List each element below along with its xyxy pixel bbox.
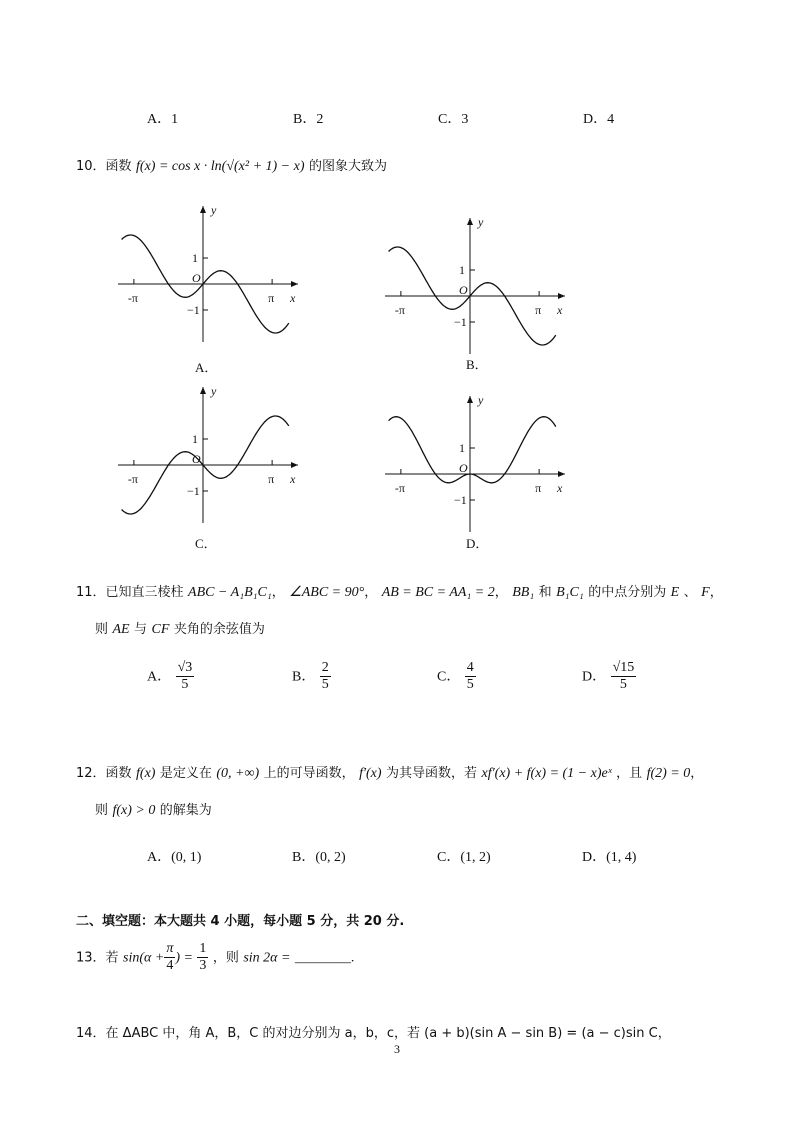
- q12-text-a: 函数: [105, 766, 132, 781]
- q11-seg1: BB₁: [512, 585, 535, 600]
- q11-text-b: 夹角的余弦值为: [173, 622, 265, 637]
- q11-angle: ∠ABC = 90°: [289, 585, 365, 600]
- q11-sep: 、: [683, 585, 697, 600]
- q11-ae: AE: [112, 622, 130, 637]
- label-x: x: [290, 472, 296, 486]
- q11-midpoint-text: 的中点分别为: [588, 585, 667, 600]
- q11-option-c-den: 5: [466, 677, 474, 692]
- q11-then: 则: [95, 622, 109, 637]
- q12-option-d: D．(1, 4): [582, 850, 637, 865]
- q11-option-a: [147, 660, 194, 693]
- q12-fx: f(x): [136, 766, 156, 781]
- graph-a: [118, 203, 298, 342]
- q11-option-d-letter: D．: [582, 669, 607, 685]
- label-one: 1: [459, 263, 465, 277]
- q10-stem-prefix: 函数: [105, 159, 132, 174]
- q12-fpx: f′(x): [359, 766, 382, 781]
- q12-text-e: ，且: [616, 766, 643, 781]
- q13-one: 1: [199, 941, 207, 956]
- label-y: y: [211, 203, 217, 217]
- q13-close-eq: ) =: [175, 950, 193, 966]
- q13-four: 4: [166, 958, 174, 973]
- y-axis-arrow: [200, 206, 206, 213]
- q10-graphs: [0, 0, 794, 560]
- curve-d: [389, 417, 556, 483]
- q12-option-b: B．(0, 2): [292, 850, 346, 865]
- q10-number: 10．: [76, 159, 106, 174]
- q13-pi: π: [166, 941, 174, 956]
- q9-option-c: C．3: [438, 112, 469, 127]
- label-neg-pi: -π: [127, 291, 138, 305]
- q11-option-c-letter: C．: [437, 669, 461, 685]
- q9-option-a: A．1: [147, 112, 179, 127]
- label-x: x: [557, 481, 563, 495]
- q13-sin-open: sin(α +: [123, 950, 165, 966]
- q9-option-b: B．2: [293, 112, 324, 127]
- q13-three: 3: [199, 958, 207, 973]
- x-axis-arrow: [558, 471, 565, 477]
- q13-if: 若: [105, 950, 119, 966]
- label-origin: O: [459, 461, 468, 475]
- q10-stem-suffix: 的图象大致为: [308, 159, 387, 174]
- label-origin: O: [192, 271, 201, 285]
- label-neg-one: −1: [187, 484, 200, 498]
- graph-c-label: C．: [195, 536, 217, 551]
- q14-line: 14．在 ΔABC 中，角 A，B，C 的对边分别为 a，b，c，若 (a + b)(sin A − sin B) = (a − c)sin C，: [76, 1026, 671, 1041]
- q11-cf: CF: [151, 622, 170, 637]
- q12-line1: 12．函数 f(x) 是定义在 (0, +∞) 上的可导函数， f′(x) 为其导函数，若 xf′(x) + f(x) = (1 − x)eˣ ，且 f(2) = 0，: [76, 766, 704, 781]
- graph-c: [118, 384, 298, 523]
- y-axis-arrow: [200, 387, 206, 394]
- label-neg-one: −1: [454, 315, 467, 329]
- q11-option-b-letter: B．: [292, 669, 316, 685]
- q11-and: 和: [538, 585, 552, 600]
- q13-expression: sin 2α =: [243, 950, 291, 966]
- label-one: 1: [459, 441, 465, 455]
- q12-text-d: 为其导函数，若: [386, 766, 478, 781]
- graph-b: [385, 215, 565, 354]
- q12-text-c: 上的可导函数，: [263, 766, 355, 781]
- q11-lengths: AB = BC = AA₁ = 2: [381, 585, 495, 600]
- q12-equation: xf′(x) + f(x) = (1 − x)eˣ: [481, 766, 612, 781]
- label-origin: O: [459, 283, 468, 297]
- q12-inequality: f(x) > 0: [112, 803, 156, 818]
- q12-line2: [95, 799, 212, 819]
- q11-option-b-den: 5: [321, 677, 329, 692]
- graph-d-label: D．: [466, 536, 489, 551]
- page-number: 3: [394, 1042, 400, 1056]
- q11-option-a-letter: A．: [147, 669, 172, 685]
- q11-option-d: [582, 660, 636, 693]
- q13-number: 13．: [76, 950, 106, 966]
- q12-text-b: 是定义在: [159, 766, 212, 781]
- q11-point-e: E: [670, 585, 680, 600]
- y-axis-arrow: [467, 396, 473, 403]
- q11-option-b-num: 2: [321, 660, 329, 675]
- y-axis-arrow: [467, 218, 473, 225]
- label-y: y: [211, 384, 217, 398]
- label-y: y: [478, 215, 484, 229]
- q11-option-a-den: 5: [181, 677, 189, 692]
- q11-text-a: 已知直三棱柱: [105, 585, 184, 600]
- q12-number: 12．: [76, 766, 106, 781]
- q11-option-c: [437, 660, 476, 693]
- section-heading: 二、填空题：本大题共 4 小题，每小题 5 分，共 20 分.: [76, 914, 405, 929]
- x-axis-arrow: [291, 462, 298, 468]
- q11-with: 与: [134, 622, 148, 637]
- graph-d: [385, 393, 565, 532]
- label-neg-one: −1: [187, 303, 200, 317]
- q11-prism: ABC − A₁B₁C₁: [188, 585, 272, 600]
- q12-option-a: A．(0, 1): [147, 850, 202, 865]
- q13-line: [76, 941, 354, 974]
- label-neg-pi: -π: [394, 303, 405, 317]
- x-axis-arrow: [291, 281, 298, 287]
- label-neg-pi: -π: [394, 481, 405, 495]
- q12-condition: f(2) = 0: [646, 766, 691, 781]
- label-x: x: [557, 303, 563, 317]
- label-neg-one: −1: [454, 493, 467, 507]
- label-one: 1: [192, 251, 198, 265]
- q12-text-f: 的解集为: [159, 803, 212, 818]
- graph-b-label: B．: [466, 357, 488, 372]
- q12-domain: (0, +∞): [216, 766, 260, 781]
- label-origin: O: [192, 452, 201, 466]
- label-pi: π: [535, 303, 542, 317]
- graph-a-label: A．: [195, 360, 218, 375]
- q13-then: ，则: [212, 950, 239, 966]
- q11-seg2: B₁C₁: [556, 585, 584, 600]
- label-pi: π: [535, 481, 542, 495]
- q12-option-c: C．(1, 2): [437, 850, 491, 865]
- q11-option-d-num: √15: [612, 660, 635, 675]
- label-pi: π: [268, 472, 275, 486]
- label-x: x: [290, 291, 296, 305]
- x-axis-arrow: [558, 293, 565, 299]
- q11-option-d-den: 5: [619, 677, 627, 692]
- q11-line1: 11．已知直三棱柱 ABC − A₁B₁C₁， ∠ABC = 90°， AB = BC = AA₁ = 2， BB₁ 和 B₁C₁ 的中点分别为 E 、 F，: [76, 585, 723, 600]
- q11-point-f: F: [701, 585, 710, 600]
- q11-option-b: [292, 660, 331, 693]
- q11-option-a-num: √3: [177, 660, 193, 675]
- label-one: 1: [192, 432, 198, 446]
- q12-then: 则: [95, 803, 109, 818]
- q9-option-d: D．4: [583, 112, 615, 127]
- q10-formula: f(x) = cos x · ln(√(x² + 1) − x): [136, 159, 305, 174]
- label-neg-pi: -π: [127, 472, 138, 486]
- q11-option-c-num: 4: [466, 660, 474, 675]
- label-pi: π: [268, 291, 275, 305]
- q11-line2: [95, 618, 265, 638]
- q13-blank: ________.: [294, 950, 355, 966]
- label-y: y: [478, 393, 484, 407]
- q11-number: 11．: [76, 585, 106, 600]
